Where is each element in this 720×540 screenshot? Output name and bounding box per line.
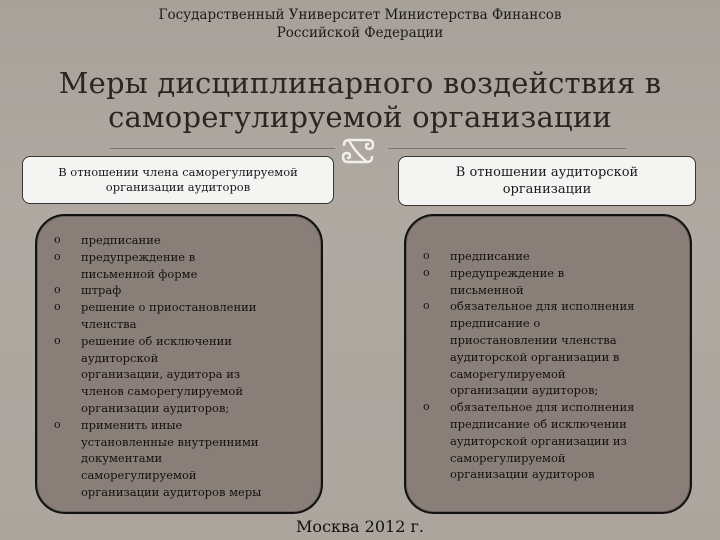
right-measure-text-line: обязательное для исполнения bbox=[450, 299, 635, 314]
right-measure-text-line: аудиторской организации в bbox=[450, 349, 620, 364]
left-measure-text-line: аудиторской bbox=[81, 350, 159, 365]
right-measure-item bbox=[423, 399, 673, 483]
left-category-heading-line-1: В отношении члена саморегулируемой bbox=[58, 165, 298, 179]
bullet-icon: o bbox=[423, 265, 430, 279]
left-category-box bbox=[22, 156, 334, 204]
right-measure-text-line: саморегулируемой bbox=[450, 450, 566, 465]
right-measure-text-line: аудиторской организации из bbox=[450, 433, 627, 448]
right-measure-text-line: организации аудиторов bbox=[450, 467, 595, 482]
right-measure-item bbox=[423, 248, 673, 265]
bullet-icon: o bbox=[423, 400, 430, 414]
bullet-icon: o bbox=[423, 249, 430, 262]
divider-rule-right bbox=[388, 148, 626, 149]
left-measure-text-line: предупреждение в bbox=[81, 249, 196, 264]
bullet-icon: o bbox=[54, 283, 61, 297]
right-measure-text-line: предупреждение в bbox=[450, 265, 565, 280]
left-category-heading-line-2: организации аудиторов bbox=[105, 180, 251, 194]
slide-title-line-1: Меры дисциплинарного воздействия в bbox=[58, 66, 662, 100]
bullet-icon: o bbox=[54, 417, 61, 431]
left-measure-text-line: штраф bbox=[81, 283, 122, 298]
left-measure-text-line: членства bbox=[81, 316, 137, 331]
right-measure-text-line: приостановлении членства bbox=[450, 332, 617, 347]
footer-city-year: Москва 2012 г. bbox=[296, 517, 424, 536]
left-measures-list bbox=[54, 232, 304, 501]
right-measure-item bbox=[423, 298, 673, 399]
left-measure-text-line: организации, аудитора из bbox=[81, 367, 241, 382]
left-measure-text-line: решение об исключении bbox=[81, 333, 232, 348]
right-category-box bbox=[398, 156, 696, 206]
right-measures-list bbox=[423, 248, 673, 483]
left-measure-text-line: членов саморегулируемой bbox=[81, 384, 243, 399]
left-measure-text-line: организации аудиторов; bbox=[81, 400, 230, 415]
right-measure-text-line: предписание об исключении bbox=[450, 416, 627, 431]
header-line-2: Российской Федерации bbox=[276, 25, 444, 41]
bullet-icon: o bbox=[54, 300, 61, 314]
left-measure-item bbox=[54, 333, 304, 417]
left-measure-text-line: саморегулируемой bbox=[81, 468, 197, 483]
left-measure-item bbox=[54, 282, 304, 299]
left-measure-text-line: решение о приостановлении bbox=[81, 300, 257, 315]
left-measure-item bbox=[54, 299, 304, 333]
header-line-1: Государственный Университет Министерства Финансов bbox=[158, 7, 562, 23]
bullet-icon: o bbox=[54, 233, 61, 246]
scroll-ornament-icon bbox=[338, 137, 378, 165]
left-measure-text-line: установленные внутренними bbox=[81, 434, 259, 449]
right-measure-text-line: саморегулируемой bbox=[450, 366, 566, 381]
left-measure-text-line: организации аудиторов меры bbox=[81, 484, 262, 499]
left-measure-text-line: документами bbox=[81, 451, 163, 466]
left-measure-text-line: предписание bbox=[81, 233, 161, 247]
bullet-icon: o bbox=[54, 333, 61, 347]
right-measure-text-line: организации аудиторов; bbox=[450, 383, 599, 398]
slide-title-line-2: саморегулируемой организации bbox=[108, 100, 612, 134]
right-category-heading-line-2: организации bbox=[502, 182, 592, 197]
right-category-heading-line-1: В отношении аудиторской bbox=[455, 165, 639, 180]
left-measure-text-line: применить иные bbox=[81, 417, 183, 432]
right-measure-text-line: обязательное для исполнения bbox=[450, 400, 635, 415]
left-measure-item bbox=[54, 417, 304, 501]
right-measure-text-line: предписание bbox=[450, 249, 530, 263]
bullet-icon: o bbox=[423, 299, 430, 313]
right-measure-item bbox=[423, 265, 673, 299]
left-measure-item bbox=[54, 232, 304, 249]
divider-rule-left bbox=[110, 148, 335, 149]
right-measure-text-line: предписание о bbox=[450, 316, 541, 331]
bullet-icon: o bbox=[54, 249, 61, 263]
left-measure-item bbox=[54, 249, 304, 283]
right-measure-text-line: письменной bbox=[450, 282, 524, 297]
left-measure-text-line: письменной форме bbox=[81, 266, 198, 281]
